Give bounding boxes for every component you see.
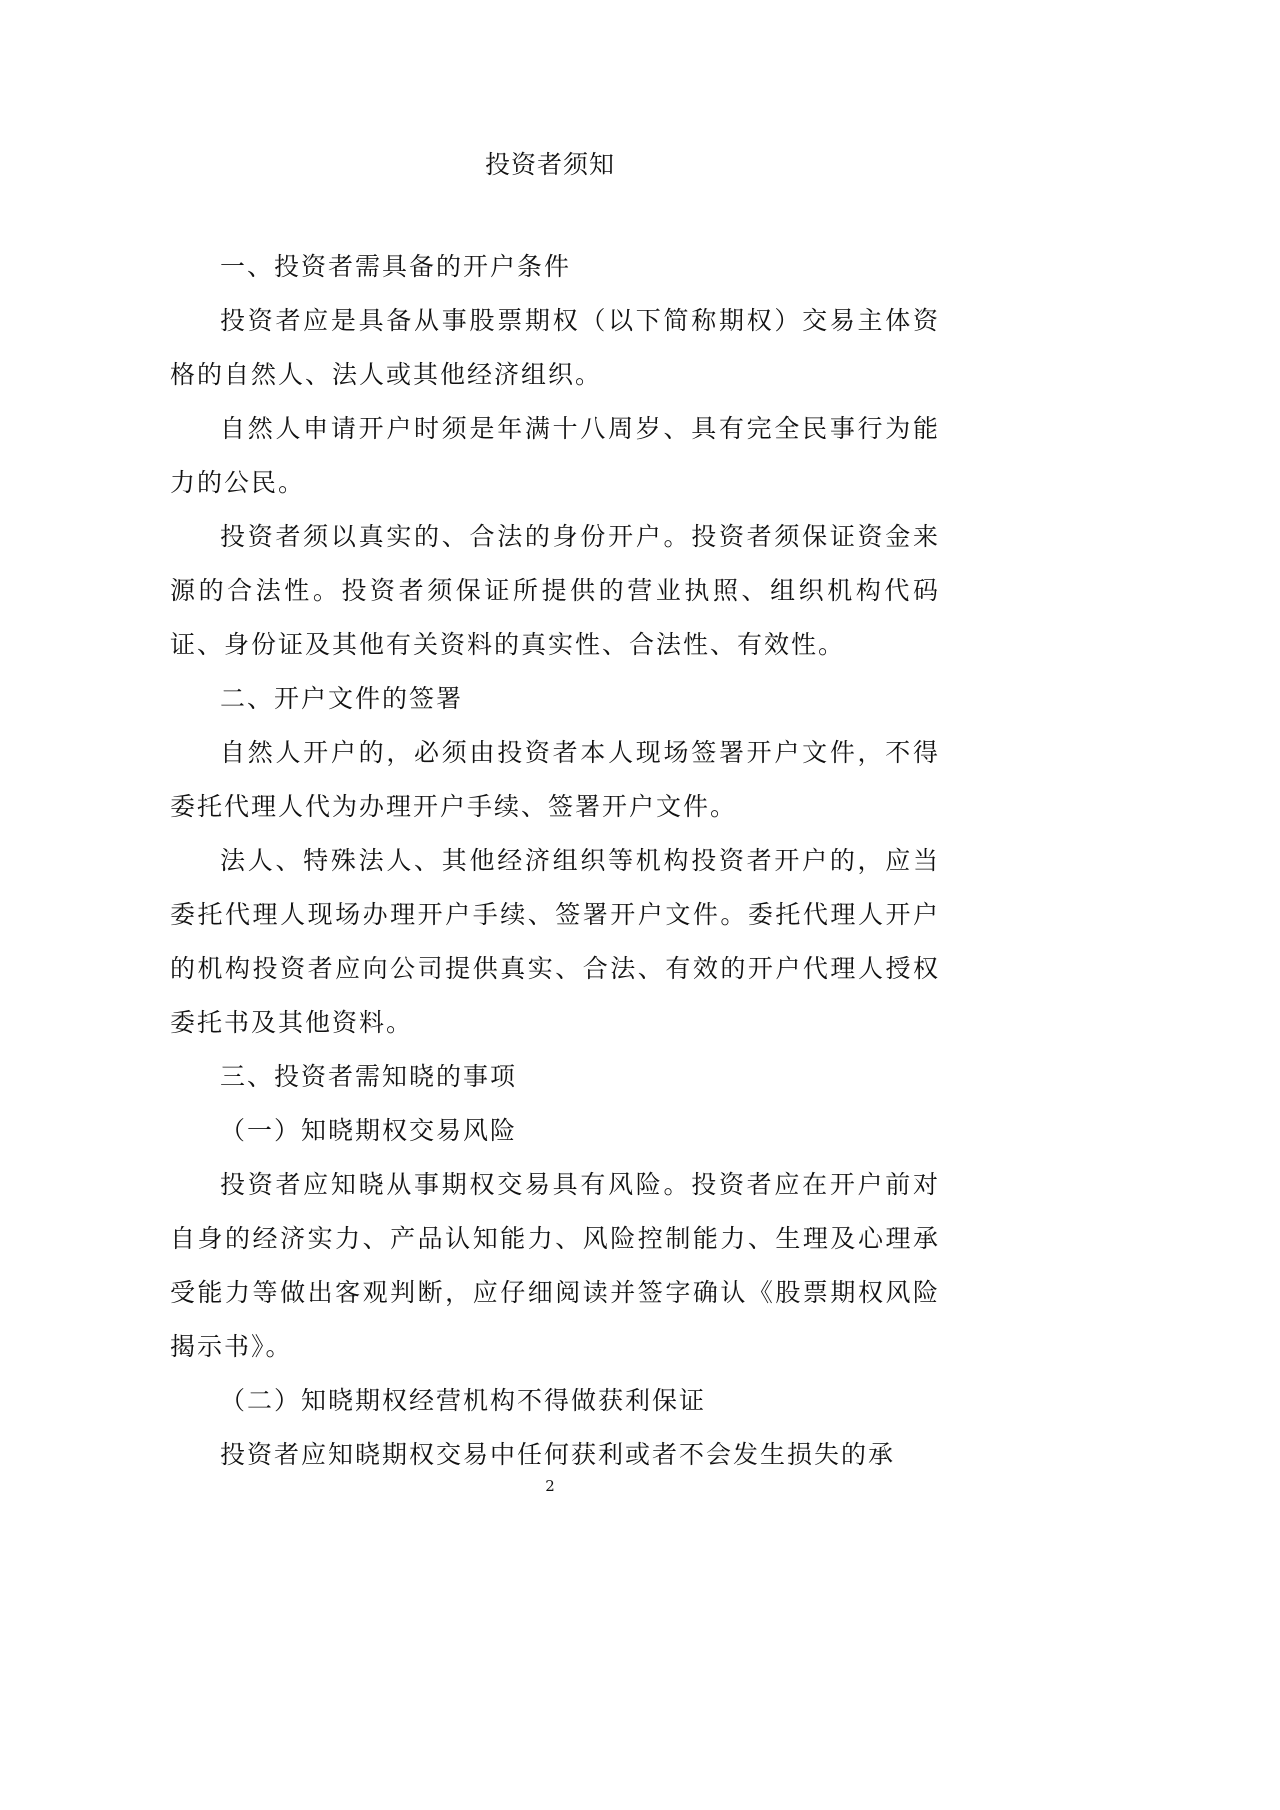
section-heading-3: 三、投资者需知晓的事项: [220, 1062, 518, 1091]
section-heading-2: 二、开户文件的签署: [220, 684, 464, 713]
paragraph: 投资者应知晓期权交易中任何获利或者不会发生损失的承: [220, 1440, 896, 1469]
paragraph: 自然人开户的，必须由投资者本人现场签署开户文件，不得委托代理人代为办理开户手续、签署开户文件。: [170, 738, 940, 821]
subsection-heading-2: （二）知晓期权经营机构不得做获利保证: [220, 1386, 707, 1415]
document-title: 投资者须知: [484, 150, 615, 179]
document-body: [170, 240, 940, 1482]
paragraph: 自然人申请开户时须是年满十八周岁、具有完全民事行为能力的公民。: [170, 414, 940, 497]
paragraph: 投资者应知晓从事期权交易具有风险。投资者应在开户前对自身的经济实力、产品认知能力、风险控制能力、生理及心理承受能力等做出客观判断，应仔细阅读并签字确认《股票期权风险揭示书》。: [170, 1170, 940, 1361]
page-number: 2: [545, 1477, 555, 1495]
paragraph: 投资者应是具备从事股票期权（以下简称期权）交易主体资格的自然人、法人或其他经济组织。: [170, 306, 940, 389]
section-heading-1: 一、投资者需具备的开户条件: [220, 252, 572, 281]
paragraph: 投资者须以真实的、合法的身份开户。投资者须保证资金来源的合法性。投资者须保证所提供的营业执照、组织机构代码证、身份证及其他有关资料的真实性、合法性、有效性。: [170, 522, 940, 659]
subsection-heading-1: （一）知晓期权交易风险: [220, 1116, 518, 1145]
paragraph: 法人、特殊法人、其他经济组织等机构投资者开户的，应当委托代理人现场办理开户手续、签署开户文件。委托代理人开户的机构投资者应向公司提供真实、合法、有效的开户代理人授权委托书及其他资料。: [170, 846, 940, 1037]
